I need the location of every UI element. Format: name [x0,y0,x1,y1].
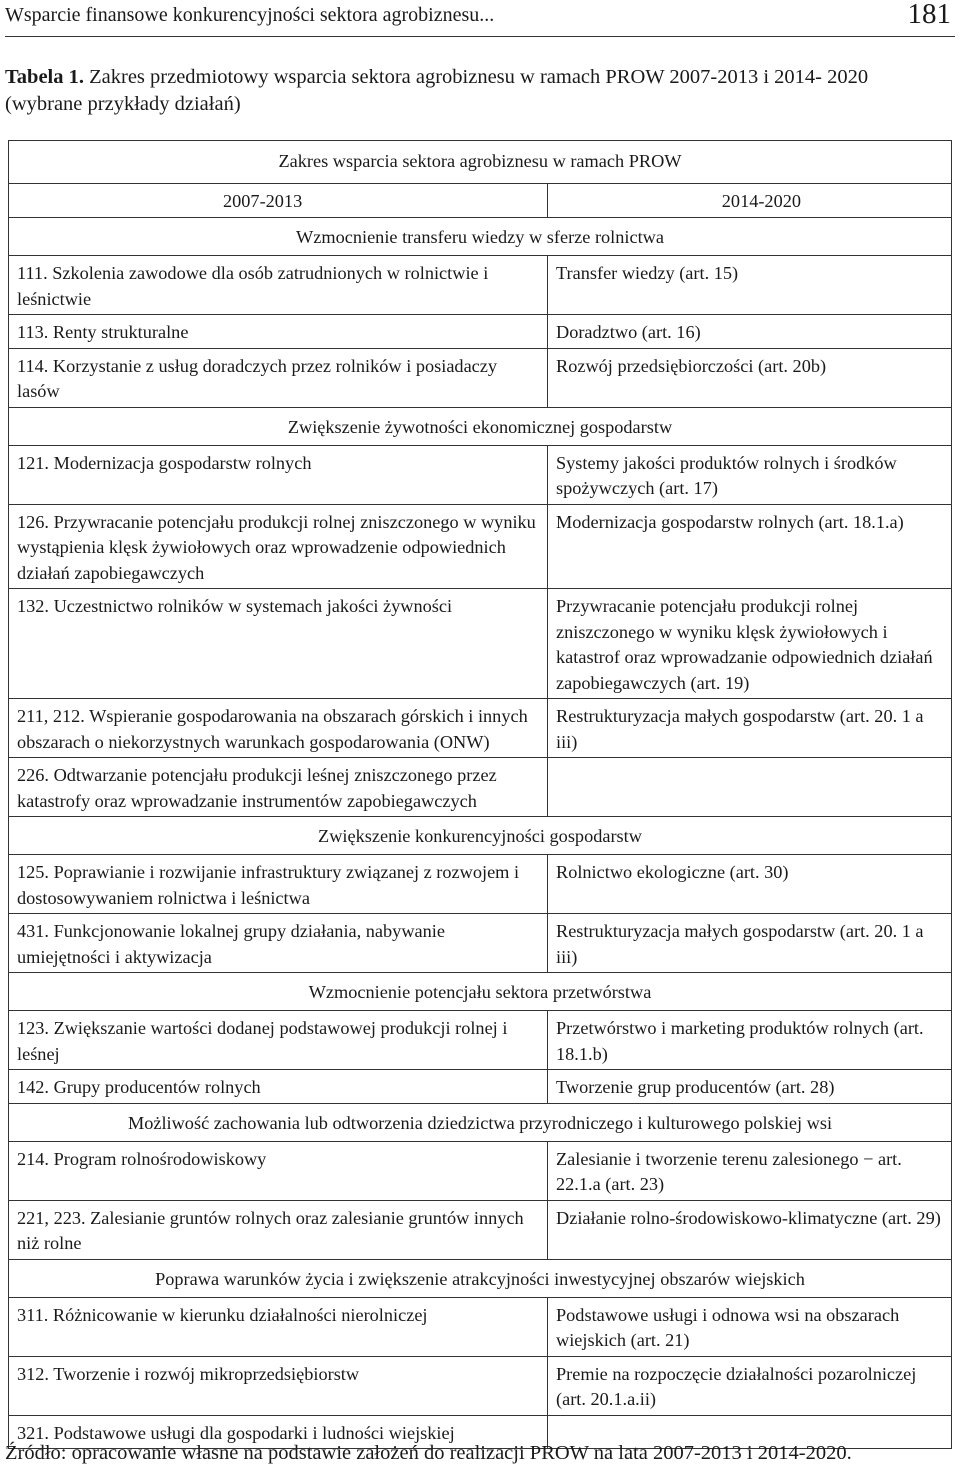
table-title: Zakres przedmiotowy wsparcia sektora agrobiznesu w ramach PROW 2007-2013 i 2014- 2020 (wybrane przykłady działań) [5,66,869,115]
measure-2007-2013: 221, 223. Zalesianie gruntów rolnych oraz zalesianie gruntów innych niż rolne [9,1200,548,1259]
measure-2014-2020: Rolnictwo ekologiczne (art. 30) [548,855,952,914]
measure-2014-2020: Rozwój przedsiębiorczości (art. 20b) [548,348,952,407]
table-row [9,855,952,914]
measure-2007-2013: 126. Przywracanie potencjału produkcji rolnej zniszczonego w wyniku wystąpienia klęsk żywiołowych oraz wprowadzenie odpowiednich działań zapobiegawczych [9,504,548,589]
measure-2014-2020: Przywracanie potencjału produkcji rolnej zniszczonego w wyniku klęsk żywiołowych i katastrof oraz wprowadzanie odpowiednich działań zapobiegawczych (art. 19) [548,589,952,699]
section-title: Zwiększenie żywotności ekonomicznej gospodarstw [9,407,952,445]
section-row [9,1103,952,1141]
measure-2014-2020: Działanie rolno-środowiskowo-klimatyczne (art. 29) [548,1200,952,1259]
section-title: Zwiększenie konkurencyjności gospodarstw [9,817,952,855]
measure-2014-2020: Premie na rozpoczęcie działalności pozarolniczej (art. 20.1.a.ii) [548,1356,952,1415]
source-note: Źródło: opracowanie własne na podstawie założeń do realizacji PROW na lata 2007-2013 i 2014-2020. [5,1442,852,1464]
support-scope-table [8,140,952,1449]
section-row [9,218,952,256]
table-header-row [9,141,952,184]
measure-2014-2020: Transfer wiedzy (art. 15) [548,256,952,315]
table-row [9,1356,952,1415]
measure-2014-2020: Podstawowe usługi i odnowa wsi na obszarach wiejskich (art. 21) [548,1297,952,1356]
table-caption [5,64,945,118]
measure-2014-2020: Modernizacja gospodarstw rolnych (art. 18.1.a) [548,504,952,589]
table-row [9,1011,952,1070]
table-row [9,699,952,758]
measure-2007-2013: 431. Funkcjonowanie lokalnej grupy działania, nabywanie umiejętności i aktywizacja [9,914,548,973]
measure-2007-2013: 142. Grupy producentów rolnych [9,1070,548,1104]
measure-2007-2013: 114. Korzystanie z usług doradczych przez rolników i posiadaczy lasów [9,348,548,407]
page-header [5,0,955,37]
page-number: 181 [907,0,951,30]
column-header-row [9,184,952,218]
section-row [9,817,952,855]
measure-2014-2020: Restrukturyzacja małych gospodarstw (art. 20. 1 a iii) [548,914,952,973]
section-row [9,1259,952,1297]
measure-2014-2020: Restrukturyzacja małych gospodarstw (art. 20. 1 a iii) [548,699,952,758]
measure-2014-2020: Przetwórstwo i marketing produktów rolnych (art. 18.1.b) [548,1011,952,1070]
measure-2007-2013: 132. Uczestnictwo rolników w systemach jakości żywności [9,589,548,699]
table-label: Tabela 1. [5,66,84,88]
section-title: Poprawa warunków życia i zwiększenie atrakcyjności inwestycyjnej obszarów wiejskich [9,1259,952,1297]
section-row [9,407,952,445]
table-row [9,315,952,349]
measure-2007-2013: 312. Tworzenie i rozwój mikroprzedsiębiorstw [9,1356,548,1415]
measure-2007-2013: 211, 212. Wspieranie gospodarowania na obszarach górskich i innych obszarach o niekorzystnych warunkach gospodarowania (ONW) [9,699,548,758]
table-row [9,758,952,817]
measure-2007-2013: 125. Poprawianie i rozwijanie infrastruktury związanej z rozwojem i dostosowywaniem rolnictwa i leśnictwa [9,855,548,914]
section-title: Wzmocnienie potencjału sektora przetwórstwa [9,973,952,1011]
table-row [9,348,952,407]
table-header: Zakres wsparcia sektora agrobiznesu w ramach PROW [9,141,952,184]
measure-2014-2020: Systemy jakości produktów rolnych i środków spożywczych (art. 17) [548,445,952,504]
column-header-2007-2013: 2007-2013 [9,184,548,218]
measure-2014-2020: Tworzenie grup producentów (art. 28) [548,1070,952,1104]
table-row [9,256,952,315]
section-row [9,973,952,1011]
table-row [9,1141,952,1200]
table-row [9,504,952,589]
table-row [9,1297,952,1356]
measure-2014-2020: Zalesianie i tworzenie terenu zalesionego − art. 22.1.a (art. 23) [548,1141,952,1200]
table-row [9,1200,952,1259]
measure-2007-2013: 121. Modernizacja gospodarstw rolnych [9,445,548,504]
column-header-2014-2020: 2014-2020 [548,184,952,218]
table-row [9,914,952,973]
table-row [9,589,952,699]
running-title: Wsparcie finansowe konkurencyjności sektora agrobiznesu... [5,4,495,26]
measure-2007-2013: 321. Podstawowe usługi dla gospodarki i ludności wiejskiej [9,1415,548,1449]
table-row [9,445,952,504]
measure-2014-2020 [548,758,952,817]
measure-2007-2013: 226. Odtwarzanie potencjału produkcji leśnej zniszczonego przez katastrofy oraz wprowadzanie instrumentów zapobiegawczych [9,758,548,817]
section-title: Wzmocnienie transferu wiedzy w sferze rolnictwa [9,218,952,256]
measure-2014-2020: Doradztwo (art. 16) [548,315,952,349]
measure-2007-2013: 123. Zwiększanie wartości dodanej podstawowej produkcji rolnej i leśnej [9,1011,548,1070]
measure-2007-2013: 311. Różnicowanie w kierunku działalności nierolniczej [9,1297,548,1356]
measure-2007-2013: 111. Szkolenia zawodowe dla osób zatrudnionych w rolnictwie i leśnictwie [9,256,548,315]
table-row [9,1070,952,1104]
section-title: Możliwość zachowania lub odtworzenia dziedzictwa przyrodniczego i kulturowego polskiej wsi [9,1103,952,1141]
measure-2007-2013: 214. Program rolnośrodowiskowy [9,1141,548,1200]
measure-2007-2013: 113. Renty strukturalne [9,315,548,349]
